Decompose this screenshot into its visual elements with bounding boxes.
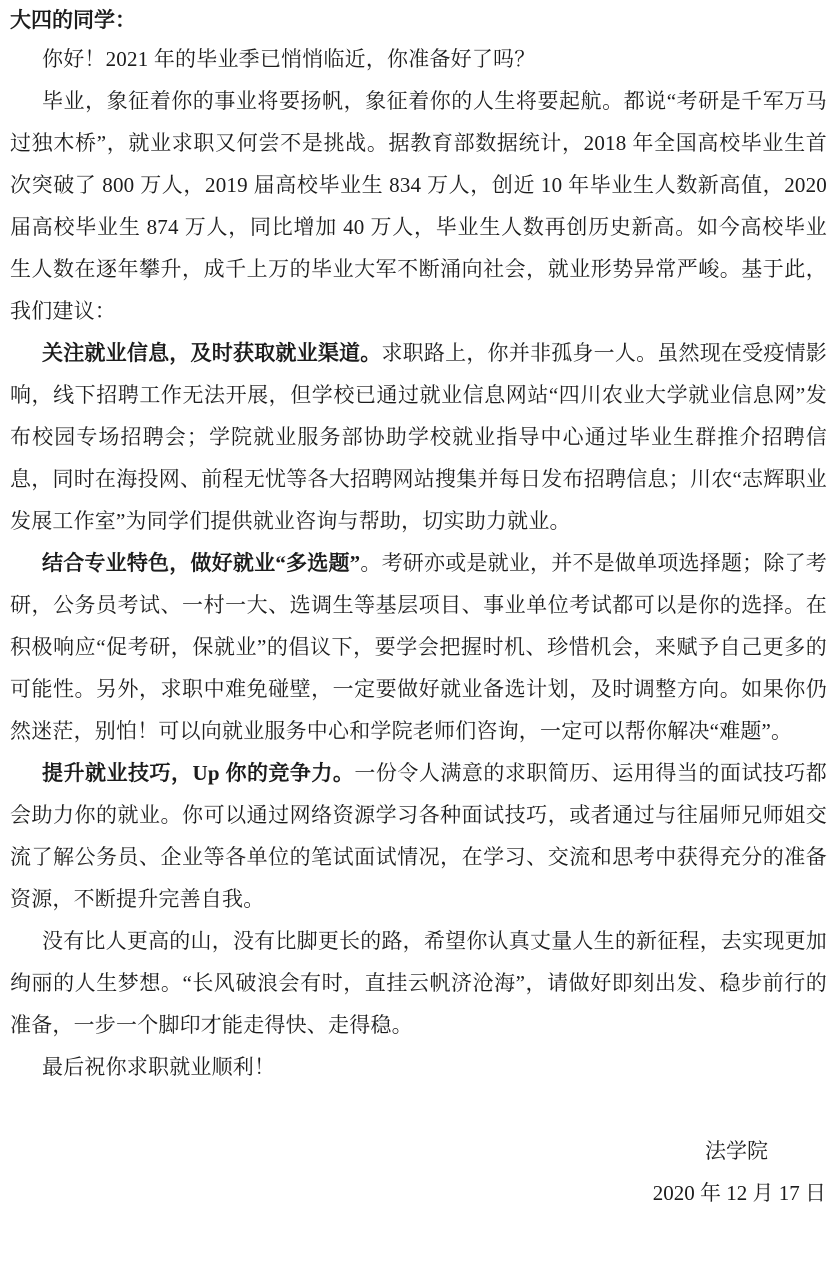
paragraph-text: 你好！2021 年的毕业季已悄悄临近，你准备好了吗？ <box>42 47 536 71</box>
paragraph-job-info <box>10 332 827 542</box>
paragraph-text: 毕业，象征着你的事业将要扬帆，象征着你的人生将要起航。都说“考研是千军万马过独木桥”，就业求职又何尝不是挑战。据教育部数据统计，2018 年全国高校毕业生首次突破了 800 万人，2019 届高校毕业生 834 万人，创近 10 年毕业生人数新高值，2020 届高校毕业生 874 万人，同比增加 40 万人，毕业生人数再创历史新高。如今高校毕业生人数在逐年攀升，成千上万的毕业大军不断涌向社会，就业形势异常严峻。基于此，我们建议： <box>10 89 827 323</box>
blank-line <box>10 1088 827 1130</box>
paragraph-multiple-choices <box>10 542 827 752</box>
paragraph-text: 没有比人更高的山，没有比脚更长的路，希望你认真丈量人生的新征程，去实现更加绚丽的人生梦想。“长风破浪会有时，直挂云帆济沧海”，请做好即刻出发、稳步前行的准备，一步一个脚印才能走得快、走得稳。 <box>10 929 827 1037</box>
paragraph-text: 一份令人满意的求职简历、运用得当的面试技巧都会助力你的就业。你可以通过网络资源学习各种面试技巧，或者通过与往届师兄师姐交流了解公务员、企业等各单位的笔试面试情况，在学习、交流和思考中获得充分的准备资源，不断提升完善自我。 <box>10 761 827 911</box>
paragraph-encouragement <box>10 920 827 1046</box>
salutation: 大四的同学： <box>10 8 136 32</box>
paragraph-text: 。考研亦或是就业，并不是做单项选择题；除了考研，公务员考试、一村一大、选调生等基层项目、事业单位考试都可以是你的选择。在积极响应“促考研，保就业”的倡议下，要学会把握时机、珍惜机会，来赋予自己更多的可能性。另外，求职中难免碰壁，一定要做好就业备选计划，及时调整方向。如果你仍然迷茫，别怕！可以向就业服务中心和学院老师们咨询，一定可以帮你解决“难题”。 <box>10 551 827 743</box>
paragraph-text: 最后祝你求职就业顺利！ <box>42 1055 276 1079</box>
paragraph-text: 求职路上，你并非孤身一人。虽然现在受疫情影响，线下招聘工作无法开展，但学校已通过就业信息网站“四川农业大学就业信息网”发布校园专场招聘会；学院就业服务部协助学校就业指导中心通过毕业生群推介招聘信息，同时在海投网、前程无忧等各大招聘网站搜集并每日发布招聘信息；川农“志辉职业发展工作室”为同学们提供就业咨询与帮助，切实助力就业。 <box>10 341 827 533</box>
paragraph-lead: 提升就业技巧，Up 你的竞争力。 <box>42 761 355 785</box>
paragraph-greeting <box>10 38 827 80</box>
paragraph-lead: 关注就业信息，及时获取就业渠道。 <box>42 341 382 365</box>
paragraph-lead: 结合专业特色，做好就业“多选题” <box>42 551 361 575</box>
paragraph-graduation-stats <box>10 80 827 332</box>
paragraph-closing-wish <box>10 1046 827 1088</box>
signature-name: 法学院 <box>705 1139 768 1163</box>
paragraph-skills <box>10 752 827 920</box>
signature-date: 2020 年 12 月 17 日 <box>652 1181 826 1205</box>
